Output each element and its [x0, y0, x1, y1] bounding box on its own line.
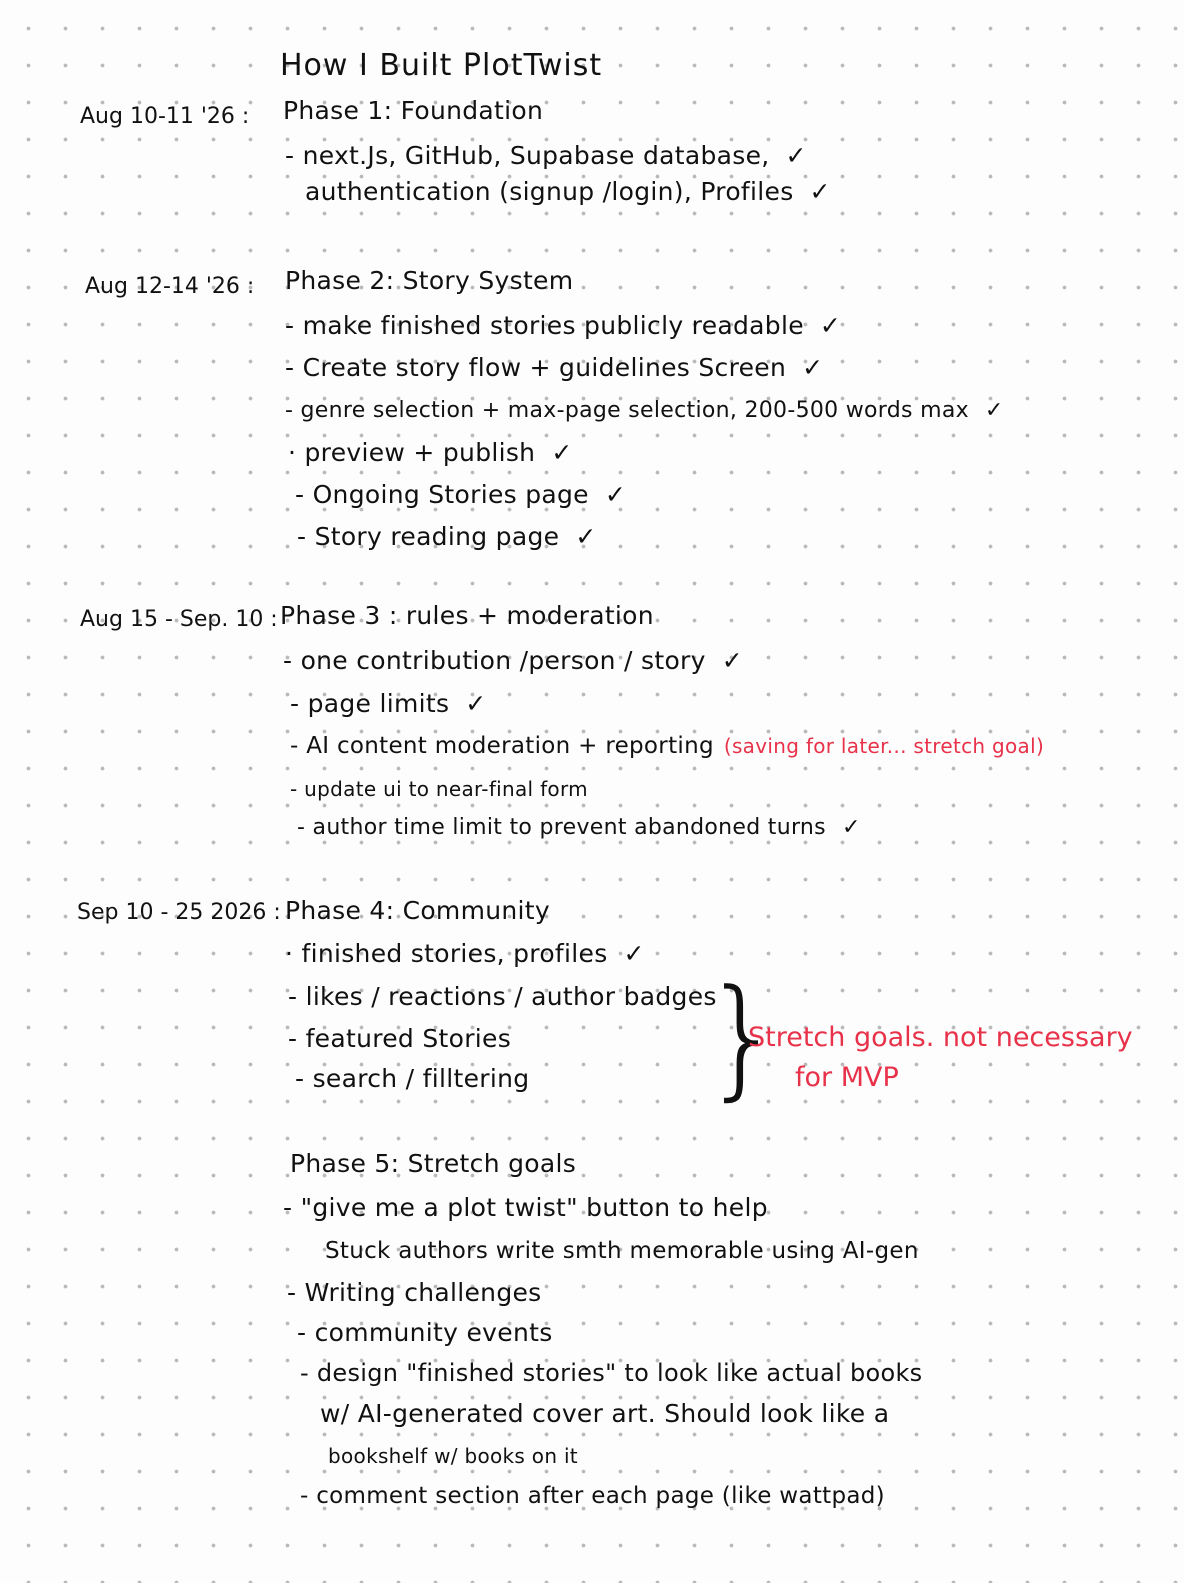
phase5-item: Stuck authors write smth memorable using AI-gen: [325, 1238, 919, 1264]
check-icon: ✓: [984, 398, 1004, 423]
phase2-item-text: - Story reading page: [297, 522, 560, 551]
phase2-date: Aug 12-14 '26 :: [85, 274, 255, 299]
phase2-item: [288, 437, 573, 469]
phase3-item-text: - one contribution /person / story: [283, 646, 706, 675]
phase3-date: Aug 15 - Sep. 10 :: [80, 607, 278, 632]
check-icon: ✓: [809, 177, 831, 206]
phase4-heading: Phase 4: Community: [285, 896, 550, 925]
phase4-item: - featured Stories: [288, 1024, 512, 1053]
phase3-item: - update ui to near-final form: [290, 777, 588, 801]
phase2-item-text: - Ongoing Stories page: [295, 480, 589, 509]
phase1-item-text: - next.Js, GitHub, Supabase database,: [285, 141, 770, 170]
phase1-item: [305, 176, 831, 208]
curly-brace: }: [702, 961, 785, 1113]
phase2-item-text: - make finished stories publicly readable: [285, 311, 804, 340]
phase4-item: - likes / reactions / author badges: [288, 982, 717, 1011]
phase2-item-text: - genre selection + max-page selection, 200-500 words max: [285, 398, 969, 423]
page-title: How I Built PlotTwist: [280, 48, 603, 83]
phase2-item: [285, 310, 841, 342]
phase2-item-text: · preview + publish: [288, 438, 536, 467]
check-icon: ✓: [819, 311, 842, 340]
check-icon: ✓: [785, 141, 807, 170]
phase5-item: - community events: [297, 1318, 553, 1347]
phase1-date: Aug 10-11 '26 :: [80, 104, 250, 129]
phase5-item: - comment section after each page (like wattpad): [300, 1483, 885, 1509]
phase5-item: - "give me a plot twist" button to help: [283, 1193, 768, 1222]
phase2-item-text: - Create story flow + guidelines Screen: [285, 353, 787, 382]
check-icon: ✓: [721, 646, 743, 675]
check-icon: ✓: [575, 522, 597, 551]
stretch-goals-note-2: for MVP: [795, 1062, 899, 1093]
phase5-item: - Writing challenges: [287, 1278, 542, 1307]
phase3-item-text: - AI content moderation + reporting: [290, 733, 714, 759]
phase2-item: [295, 479, 626, 511]
phase5-item: bookshelf w/ books on it: [328, 1444, 578, 1468]
phase3-item: [290, 688, 487, 720]
phase2-item: [297, 521, 597, 553]
phase5-item: - design "finished stories" to look like actual books: [300, 1359, 923, 1387]
check-icon: ✓: [604, 480, 627, 509]
check-icon: ✓: [802, 353, 824, 382]
phase4-item: [285, 938, 645, 970]
check-icon: ✓: [623, 939, 645, 968]
stretch-goal-note: (saving for later... stretch goal): [723, 734, 1045, 758]
phase3-item: [283, 645, 743, 677]
phase4-item: - search / filltering: [295, 1064, 530, 1093]
check-icon: ✓: [551, 438, 573, 467]
phase1-item: [285, 140, 807, 172]
phase3-heading: Phase 3 : rules + moderation: [280, 601, 654, 630]
phase1-item-text: authentication (signup /login), Profiles: [305, 177, 794, 206]
phase3-item: [290, 730, 1044, 762]
stretch-goals-note: Stretch goals. not necessary: [748, 1022, 1133, 1053]
phase3-item-text: - page limits: [290, 689, 450, 718]
check-icon: ✓: [841, 815, 861, 840]
phase4-item-text: · finished stories, profiles: [285, 939, 608, 968]
phase5-item: w/ AI-generated cover art. Should look like a: [320, 1399, 890, 1428]
phase4-date: Sep 10 - 25 2026 :: [77, 900, 281, 925]
phase5-heading: Phase 5: Stretch goals: [290, 1149, 577, 1178]
phase2-heading: Phase 2: Story System: [285, 266, 574, 295]
phase2-item: [285, 352, 823, 384]
phase3-item: [297, 812, 861, 844]
phase2-item: [285, 395, 1004, 427]
phase3-item-text: - author time limit to prevent abandoned turns: [297, 815, 826, 840]
check-icon: ✓: [465, 689, 487, 718]
phase1-heading: Phase 1: Foundation: [283, 96, 544, 125]
